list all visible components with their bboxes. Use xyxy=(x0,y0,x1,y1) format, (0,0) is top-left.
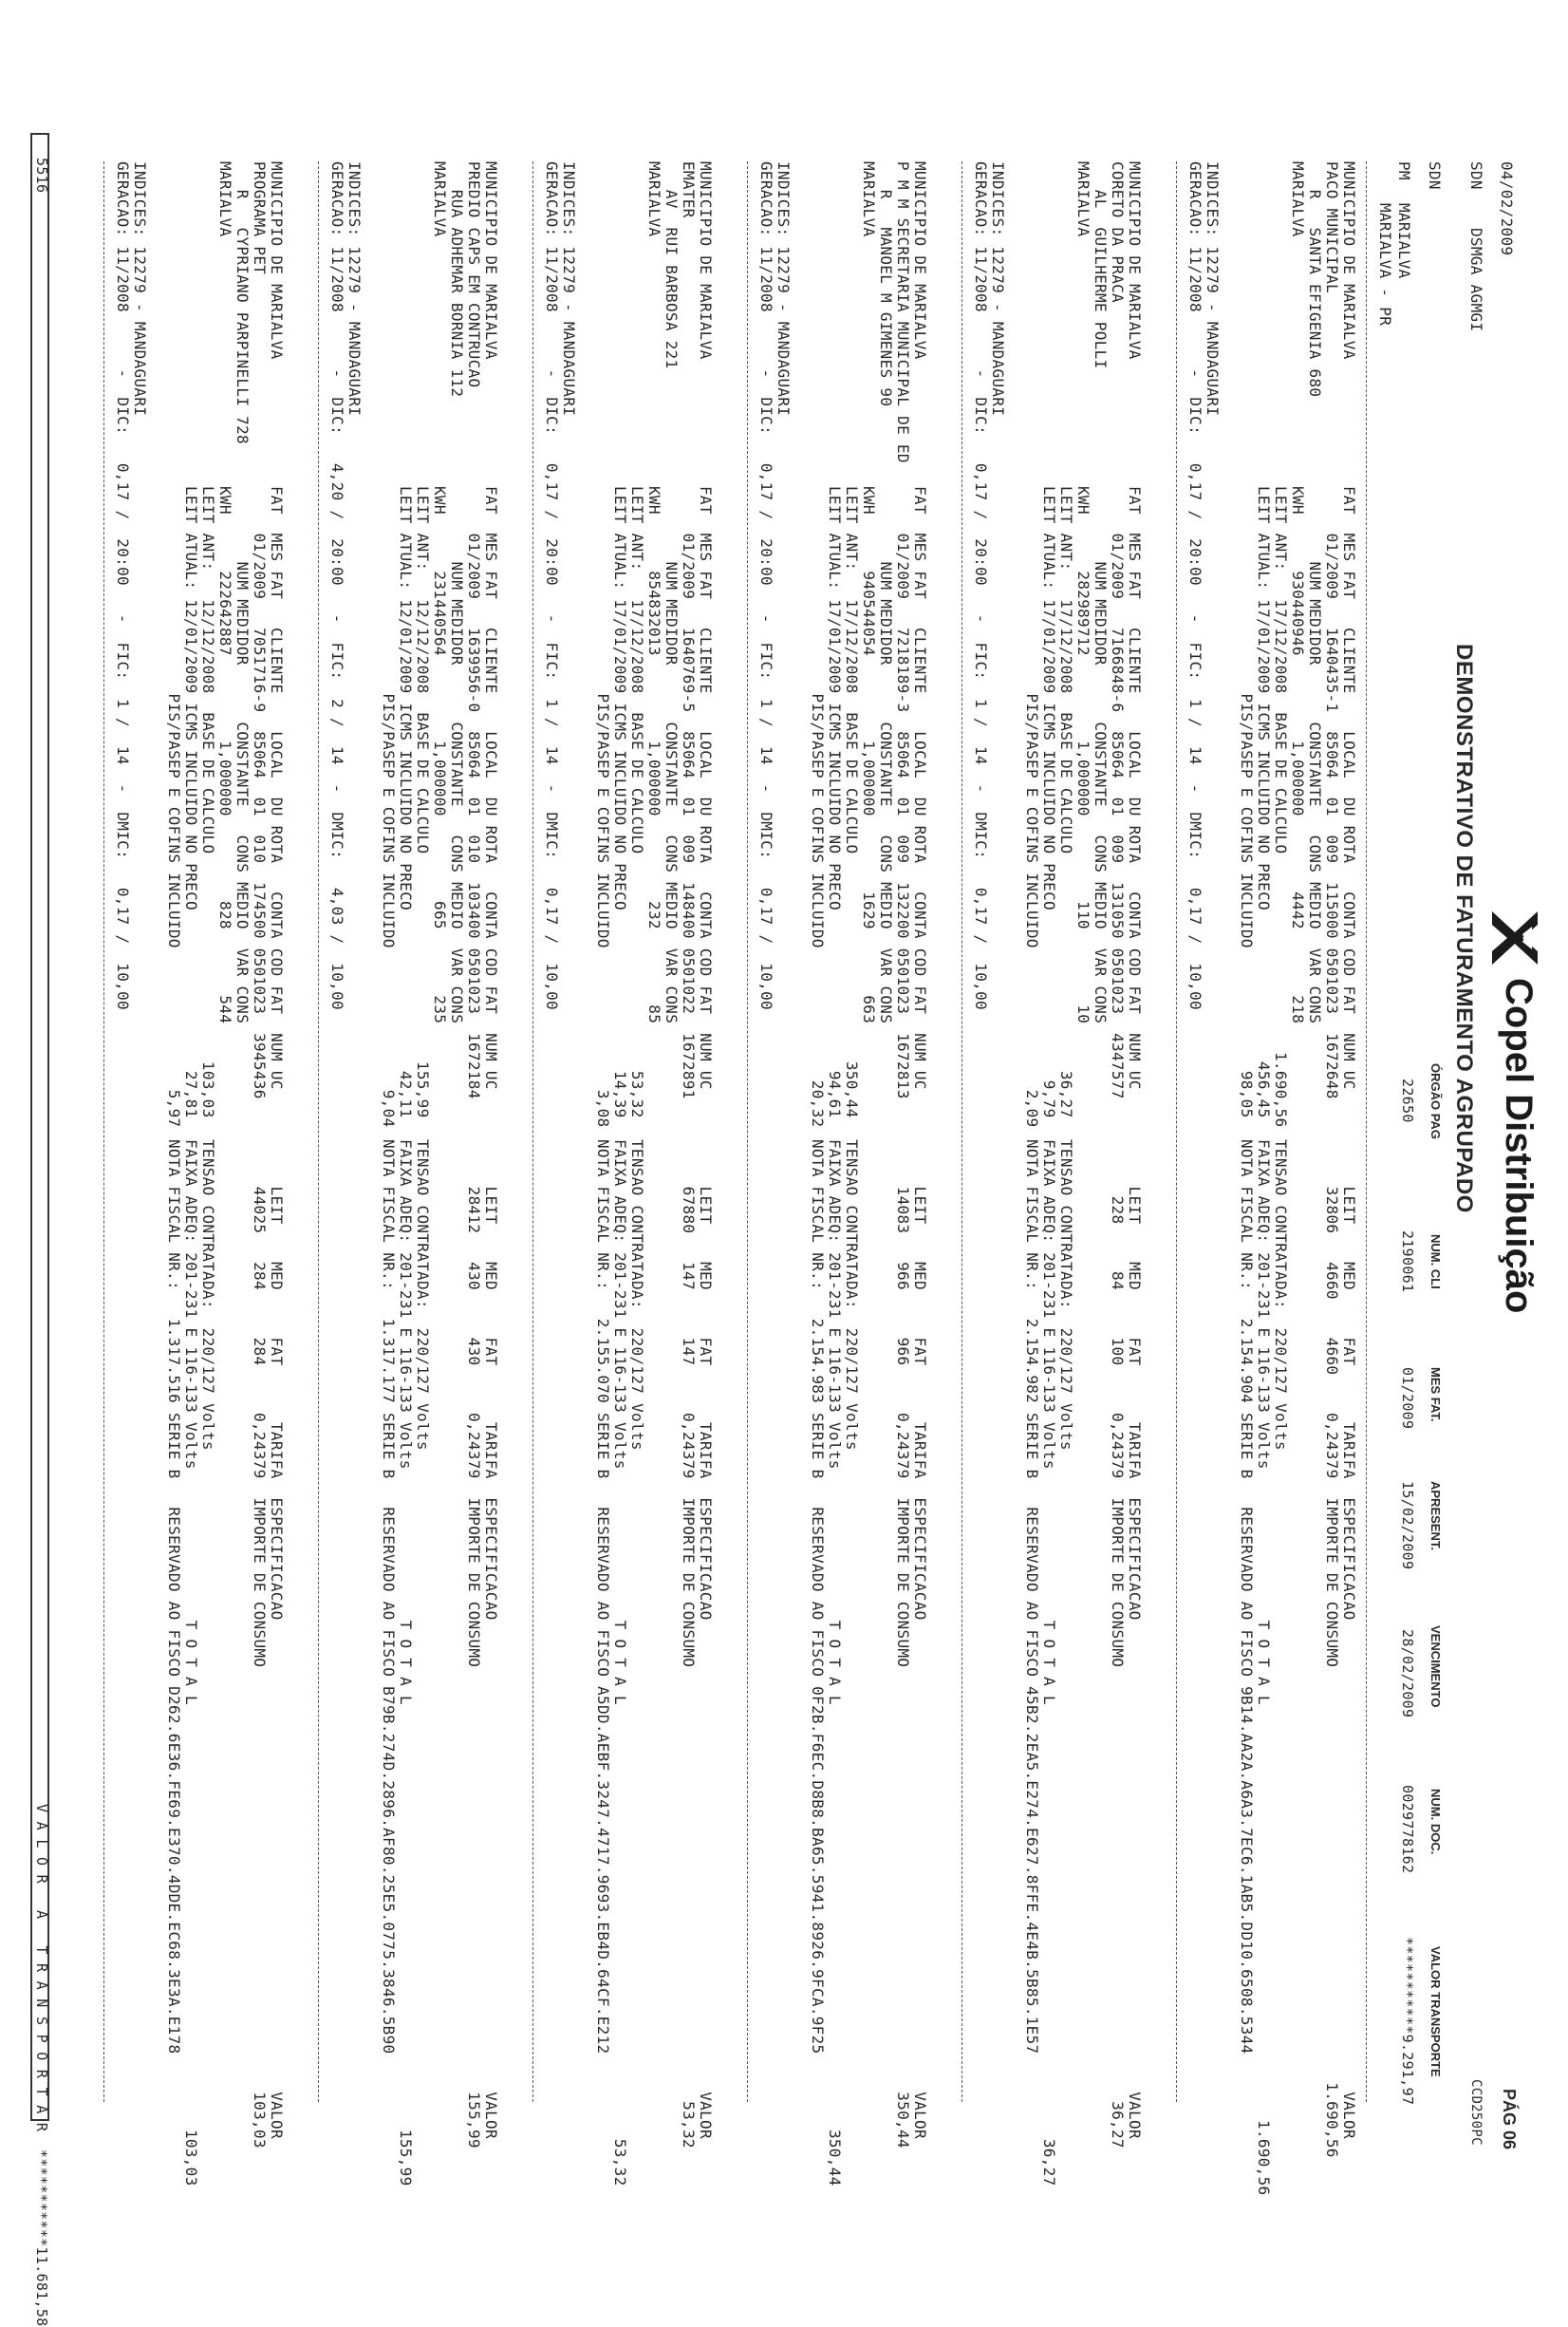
mesfat-label: MES FAT. xyxy=(1428,1367,1443,1422)
billing-line: NUM MEDIDOR CONSTANTE CONS MEDIO VAR CONS xyxy=(448,486,466,1024)
indices-line: INDICES: 12279 - MANDAGUARI xyxy=(1204,161,1222,417)
billing-line: KWH 231440564 1,000000 665 235 xyxy=(431,486,449,1024)
address-line: CORETO DA PRACA xyxy=(1109,161,1127,303)
page-code: CCD250PC xyxy=(1468,2079,1484,2146)
address-line: R CYPRIANO PARPINELLI 728 xyxy=(233,161,252,444)
numcli-value: 2190061 xyxy=(1399,1230,1416,1293)
consumption-line: LEIT MED FAT TARIFA ESPECIFICACAO VALOR xyxy=(268,1139,286,2139)
billing-line: LEIT ANT: 12/12/2008 BASE DE CALCULO 155,99 xyxy=(414,486,432,1118)
address-line: MUNICIPIO DE MARIALVA xyxy=(697,161,715,360)
billing-line: PIS/PASEP E COFINS INCLUIDO 9,04 xyxy=(380,486,398,1128)
address-line: MARIALVA xyxy=(1074,161,1092,237)
fiscal-line: FAIXA ADEQ: 201-231 E 116-133 Volts T O T A L 350,44 xyxy=(826,1139,844,2186)
separator xyxy=(1176,161,1177,2102)
address-line: R MANOEL M GIMENES 90 xyxy=(877,161,895,407)
separator xyxy=(103,161,104,2102)
fiscal-line: NOTA FISCAL NR.: 2.154.983 SERIE B RESERVADO AO FISCO 0F2B.F6EC.D8B8.BA65.5941.8926.9FCA.9F25 xyxy=(809,1139,827,2055)
fiscal-line: FAIXA ADEQ: 201-231 E 116-133 Volts T O T A L 1.690,56 xyxy=(1255,1139,1273,2196)
billing-line: LEIT ATUAL: 17/01/2009 ICMS INCLUIDO NO PRECO 9,79 xyxy=(1040,486,1058,1118)
address-line: RUA ADHEMAR BORNIA 112 xyxy=(448,161,466,398)
generation-line: GERACAO: 11/2008 - DIC: 0,17 / 20:00 - FIC: 1 / 14 - DMIC: 0,17 / 10,00 xyxy=(1186,161,1204,1010)
consumption-line: 44025 284 284 0,24379 IMPORTE DE CONSUMO 103,03 xyxy=(251,1139,269,2149)
separator xyxy=(1366,161,1367,2102)
fiscal-line: TENSAO CONTRATADA: 220/127 Volts xyxy=(1057,1139,1075,1451)
apresent-label: APRESENT. xyxy=(1428,1481,1443,1550)
consumption-line: 14083 966 966 0,24379 IMPORTE DE CONSUMO 350,44 xyxy=(894,1139,912,2149)
fiscal-line: FAIXA ADEQ: 201-231 E 116-133 Volts T O T A L 53,32 xyxy=(611,1139,629,2186)
sheet-number: 5516 xyxy=(33,158,50,194)
billing-line: PIS/PASEP E COFINS INCLUIDO 2,09 xyxy=(1023,486,1041,1128)
address-line: MARIALVA xyxy=(216,161,234,237)
billing-line: LEIT ANT: 17/12/2008 BASE DE CALCULO 53,32 xyxy=(628,486,646,1118)
page-number: PÁG 06 xyxy=(1500,2089,1519,2150)
billing-line: LEIT ANT: 17/12/2008 BASE DE CALCULO 1.690,56 xyxy=(1272,486,1290,1128)
billing-line: FAT MES FAT CLIENTE LOCAL DU ROTA CONTA COD FAT NUM UC xyxy=(911,486,929,1090)
valor-transporte-value: ***********9.291,97 xyxy=(1399,1937,1416,2106)
numcli-label: NUM. CLI xyxy=(1428,1234,1443,1289)
billing-line: KWH 930440946 1,000000 4442 218 xyxy=(1289,486,1307,1024)
fiscal-line: FAIXA ADEQ: 201-231 E 116-133 Volts T O T A L 36,27 xyxy=(1040,1139,1058,2186)
billing-line: NUM MEDIDOR CONSTANTE CONS MEDIO VAR CONS xyxy=(233,486,252,1024)
fiscal-line: TENSAO CONTRATADA: 220/127 Volts xyxy=(843,1139,861,1451)
address-line: PACO MUNICIPAL xyxy=(1323,161,1341,294)
city-name: MARIALVA xyxy=(1395,203,1413,279)
billing-line: PIS/PASEP E COFINS INCLUIDO 98,05 xyxy=(1238,486,1256,1118)
pm-label: PM xyxy=(1395,161,1413,180)
numdoc-label: NUM. DOC. xyxy=(1428,1789,1443,1855)
billing-line: FAT MES FAT CLIENTE LOCAL DU ROTA CONTA COD FAT NUM UC xyxy=(1126,486,1144,1090)
billing-line: NUM MEDIDOR CONSTANTE CONS MEDIO VAR CONS xyxy=(1306,486,1324,1024)
fiscal-line: TENSAO CONTRATADA: 220/127 Volts xyxy=(628,1139,646,1451)
consumption-line: LEIT MED FAT TARIFA ESPECIFICACAO VALOR xyxy=(697,1139,715,2139)
consumption-line: LEIT MED FAT TARIFA ESPECIFICACAO VALOR xyxy=(1340,1139,1358,2139)
address-line: MARIALVA xyxy=(860,161,878,237)
carry-total: V A L O R A T R A N S P O R T A R ***********11.681,58 xyxy=(33,1804,50,2327)
billing-line: LEIT ANT: 17/12/2008 BASE DE CALCULO 36,27 xyxy=(1057,486,1075,1118)
consumption-line: LEIT MED FAT TARIFA ESPECIFICACAO VALOR xyxy=(911,1139,929,2139)
generation-line: GERACAO: 11/2008 - DIC: 0,17 / 20:00 - FIC: 1 / 14 - DMIC: 0,17 / 10,00 xyxy=(543,161,561,1010)
address-line: MARIALVA xyxy=(645,161,663,237)
address-line: MUNICIPIO DE MARIALVA xyxy=(1340,161,1358,360)
sdn-column: SDN xyxy=(1467,161,1485,190)
generation-line: GERACAO: 11/2008 - DIC: 0,17 / 20:00 - FIC: 1 / 14 - DMIC: 0,17 / 10,00 xyxy=(114,161,132,1010)
billing-line: KWH 940544054 1,000000 1629 663 xyxy=(860,486,878,1024)
billing-line: FAT MES FAT CLIENTE LOCAL DU ROTA CONTA COD FAT NUM UC xyxy=(482,486,500,1090)
billing-line: NUM MEDIDOR CONSTANTE CONS MEDIO VAR CONS xyxy=(1092,486,1110,1024)
address-line: AL GUILHERME POLLI xyxy=(1092,161,1110,369)
fiscal-line: TENSAO CONTRATADA: 220/127 Volts xyxy=(414,1139,432,1451)
orgao-value: 22650 xyxy=(1399,1079,1416,1123)
address-line: MARIALVA xyxy=(1289,161,1307,237)
billing-line: PIS/PASEP E COFINS INCLUIDO 3,08 xyxy=(594,486,612,1128)
fiscal-line: NOTA FISCAL NR.: 2.155.070 SERIE B RESERVADO AO FISCO A5DD.AEBF.3247.4717.9693.EB4D.64CF.E212 xyxy=(594,1139,612,2055)
apresent-value: 15/02/2009 xyxy=(1399,1481,1416,1570)
fiscal-line: NOTA FISCAL NR.: 2.154.904 SERIE B RESERVADO AO FISCO 9B14.AA2A.A6A3.7EC6.1AB5.DD10.6508.5344 xyxy=(1238,1139,1256,2055)
billing-line: KWH 222642887 1,000000 828 544 xyxy=(216,486,234,1024)
copel-logo-icon xyxy=(1488,908,1541,968)
separator xyxy=(318,161,319,2102)
indices-line: INDICES: 12279 - MANDAGUARI xyxy=(775,161,793,417)
address-line: MUNICIPIO DE MARIALVA xyxy=(1126,161,1144,360)
billing-line: LEIT ANT: 12/12/2008 BASE DE CALCULO 103,03 xyxy=(199,486,217,1118)
valor-transporte-label: VALOR TRANSPORTE xyxy=(1428,1946,1443,2077)
billing-line: KWH 854832013 1,000000 232 85 xyxy=(645,486,663,1024)
billing-line: 01/2009 1640435-1 85064 01 009 115000 0501023 1672648 xyxy=(1323,486,1341,1099)
generation-line: GERACAO: 11/2008 - DIC: 4,20 / 20:00 - FIC: 2 / 14 - DMIC: 4,03 / 10,00 xyxy=(328,161,346,1010)
address-line: R SANTA EFIGENIA 680 xyxy=(1306,161,1324,398)
city-state: MARIALVA - PR xyxy=(1376,203,1394,327)
fiscal-line: TENSAO CONTRATADA: 220/127 Volts xyxy=(199,1139,217,1451)
billing-line: KWH 282989712 1,000000 110 10 xyxy=(1074,486,1092,1024)
address-line: PROGRAMA PET xyxy=(251,161,269,275)
address-line: MUNICIPIO DE MARIALVA xyxy=(911,161,929,360)
address-line: P M M SECRETARIA MUNICIPAL DE ED xyxy=(894,161,912,463)
address-line: MUNICIPIO DE MARIALVA xyxy=(482,161,500,360)
address-line: AV RUI BARBOSA 221 xyxy=(663,161,681,369)
vencimento-label: VENCIMENTO xyxy=(1428,1625,1443,1708)
fiscal-line: NOTA FISCAL NR.: 2.154.982 SERIE B RESERVADO AO FISCO 45B2.2EA5.E274.E627.8FFE.4E4B.5B85.1E57 xyxy=(1023,1139,1041,2055)
billing-line: 01/2009 1639956-0 85064 01 010 103400 0501023 1672184 xyxy=(465,486,483,1099)
separator xyxy=(532,161,533,2102)
address-line: EMATER xyxy=(680,161,698,218)
consumption-line: LEIT MED FAT TARIFA ESPECIFICACAO VALOR xyxy=(482,1139,500,2139)
billing-line: NUM MEDIDOR CONSTANTE CONS MEDIO VAR CONS xyxy=(663,486,681,1024)
address-line: MUNICIPIO DE MARIALVA xyxy=(268,161,286,360)
generation-line: GERACAO: 11/2008 - DIC: 0,17 / 20:00 - FIC: 1 / 14 - DMIC: 0,17 / 10,00 xyxy=(757,161,775,1010)
address-line: MARIALVA xyxy=(431,161,449,237)
consumption-line: LEIT MED FAT TARIFA ESPECIFICACAO VALOR xyxy=(1126,1139,1144,2139)
billing-line: LEIT ATUAL: 12/01/2009 ICMS INCLUIDO NO PRECO 42,11 xyxy=(397,486,415,1118)
billing-line: 01/2009 7218189-3 85064 01 009 132200 0501023 1672813 xyxy=(894,486,912,1099)
fiscal-line: NOTA FISCAL NR.: 1.317.516 SERIE B RESERVADO AO FISCO D262.6E36.FE69.E370.4DDE.EC68.3E3A.E178 xyxy=(165,1139,183,2055)
consumption-line: 67880 147 147 0,24379 IMPORTE DE CONSUMO 53,32 xyxy=(680,1139,698,2149)
billing-line: FAT MES FAT CLIENTE LOCAL DU ROTA CONTA COD FAT NUM UC xyxy=(697,486,715,1090)
billing-line: FAT MES FAT CLIENTE LOCAL DU ROTA CONTA COD FAT NUM UC xyxy=(268,486,286,1090)
consumption-line: 228 84 100 0,24379 IMPORTE DE CONSUMO 36,27 xyxy=(1109,1139,1127,2149)
indices-line: INDICES: 12279 - MANDAGUARI xyxy=(345,161,364,417)
billing-line: NUM MEDIDOR CONSTANTE CONS MEDIO VAR CONS xyxy=(877,486,895,1024)
billing-line: FAT MES FAT CLIENTE LOCAL DU ROTA CONTA COD FAT NUM UC xyxy=(1340,486,1358,1090)
billing-line: 01/2009 1640769-5 85064 01 009 148400 0501022 1672891 xyxy=(680,486,698,1099)
billing-line: LEIT ANT: 17/12/2008 BASE DE CALCULO 350,44 xyxy=(843,486,861,1118)
billing-line: 01/2009 7051716-9 85064 01 010 174500 0501023 3945436 xyxy=(251,486,269,1099)
consumption-line: 28412 430 430 0,24379 IMPORTE DE CONSUMO 155,99 xyxy=(465,1139,483,2149)
brand-name: Copel Distribuição xyxy=(1498,978,1540,1314)
indices-line: INDICES: 12279 - MANDAGUARI xyxy=(131,161,149,417)
print-date: 04/02/2009 xyxy=(1498,161,1516,256)
mesfat-value: 01/2009 xyxy=(1399,1367,1416,1430)
billing-line: LEIT ATUAL: 17/01/2009 ICMS INCLUIDO NO PRECO 456,45 xyxy=(1255,486,1273,1118)
generation-line: GERACAO: 11/2008 - DIC: 0,17 / 20:00 - FIC: 1 / 14 - DMIC: 0,17 / 10,00 xyxy=(972,161,990,1010)
sdn-value: SDN xyxy=(1426,161,1444,190)
indices-line: INDICES: 12279 - MANDAGUARI xyxy=(989,161,1007,417)
billing-line: 01/2009 7166848-6 85064 01 009 131050 0501023 4347577 xyxy=(1109,486,1127,1099)
separator xyxy=(961,161,962,2102)
fiscal-line: NOTA FISCAL NR.: 1.317.177 SERIE B RESERVADO AO FISCO B79B.274D.2896.AF80.25E5.0775.3846.5B90 xyxy=(380,1139,398,2055)
address-line: PREDIO CAPS EM CONTRUCAO xyxy=(465,161,483,388)
billing-line: LEIT ATUAL: 12/01/2009 ICMS INCLUIDO NO PRECO 27,81 xyxy=(182,486,200,1118)
vencimento-value: 28/02/2009 xyxy=(1399,1629,1416,1718)
billing-line: LEIT ATUAL: 17/01/2009 ICMS INCLUIDO NO PRECO 14,39 xyxy=(611,486,629,1118)
fiscal-line: FAIXA ADEQ: 201-231 E 116-133 Volts T O T A L 103,03 xyxy=(182,1139,200,2186)
fiscal-line: TENSAO CONTRATADA: 220/127 Volts xyxy=(1272,1139,1290,1451)
fiscal-line: FAIXA ADEQ: 201-231 E 116-133 Volts T O T A L 155,99 xyxy=(397,1139,415,2186)
billing-line: LEIT ATUAL: 17/01/2009 ICMS INCLUIDO NO PRECO 94,61 xyxy=(826,486,844,1118)
separator xyxy=(747,161,748,2102)
indices-line: INDICES: 12279 - MANDAGUARI xyxy=(560,161,578,417)
billing-line: PIS/PASEP E COFINS INCLUIDO 5,97 xyxy=(165,486,183,1128)
numdoc-value: 0029778162 xyxy=(1399,1785,1416,1874)
document-title: DEMONSTRATIVO DE FATURAMENTO AGRUPADO xyxy=(1451,644,1477,1213)
orgao-label: ÓRGÃO PAG xyxy=(1428,1063,1443,1139)
billing-line: PIS/PASEP E COFINS INCLUIDO 20,32 xyxy=(809,486,827,1128)
dsmga-column: DSMGA AGMGI xyxy=(1467,228,1485,332)
consumption-line: 32806 4660 4660 0,24379 IMPORTE DE CONSUMO 1.690,56 xyxy=(1323,1139,1341,2158)
